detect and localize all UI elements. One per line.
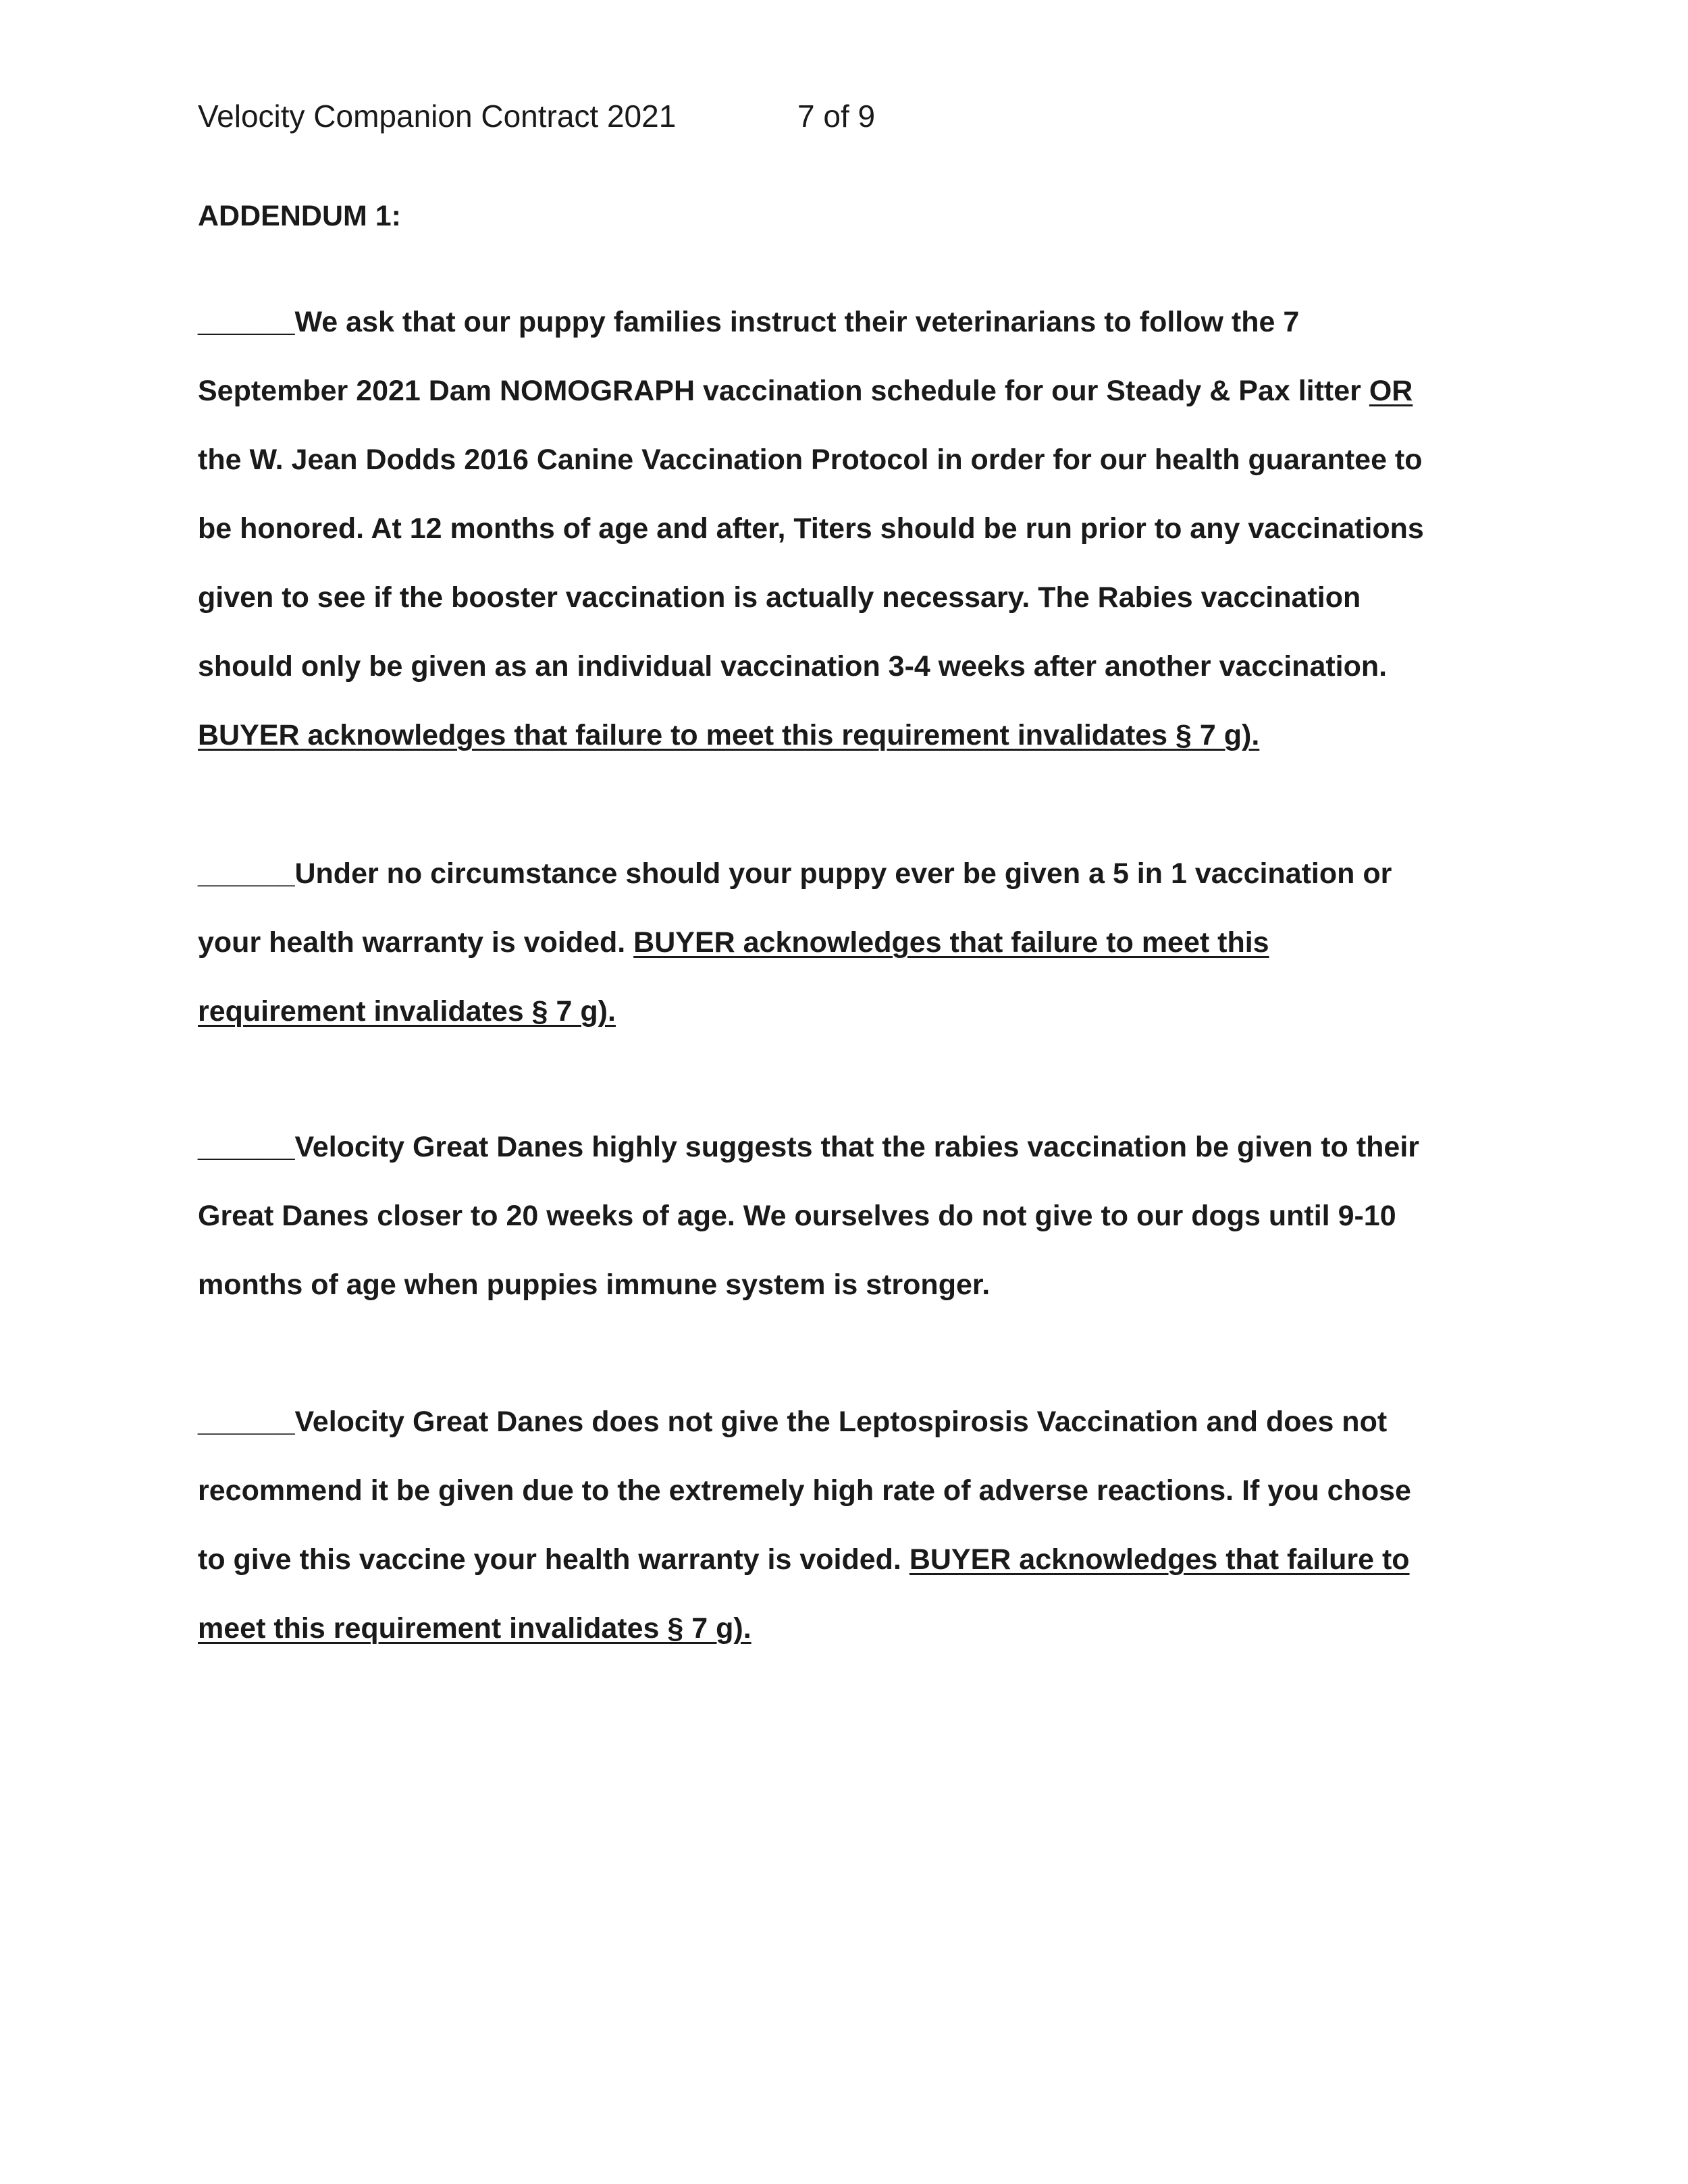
paragraph-five-in-one	[198, 839, 1514, 1046]
paragraph-line: be honored. At 12 months of age and after, Titers should be run prior to any vaccinations	[198, 512, 1424, 545]
or-emphasis: OR	[1369, 375, 1413, 407]
paragraph-line: ______Velocity Great Danes highly suggests that the rabies vaccination be given to their	[198, 1131, 1420, 1163]
paragraph-line: Great Danes closer to 20 weeks of age. We ourselves do not give to our dogs until 9-10	[198, 1200, 1396, 1232]
paragraph-leptospirosis	[198, 1387, 1514, 1663]
paragraph-line-text: your health warranty is voided.	[198, 926, 634, 959]
document-title: Velocity Companion Contract 2021	[198, 99, 677, 134]
paragraph-line	[198, 1525, 1514, 1594]
page-header	[198, 96, 876, 136]
buyer-acknowledgement: BUYER acknowledges that failure to meet this requirement invalidates § 7 g).	[198, 719, 1260, 751]
page-number: 7 of 9	[797, 99, 876, 134]
paragraph-line: ______Velocity Great Danes does not give the Leptospirosis Vaccination and does not	[198, 1406, 1388, 1438]
addendum-heading: ADDENDUM 1:	[198, 200, 401, 232]
buyer-acknowledgement: meet this requirement invalidates § 7 g).	[198, 1612, 751, 1645]
paragraph-line: ______We ask that our puppy families instruct their veterinarians to follow the 7	[198, 306, 1300, 338]
paragraph-line	[198, 908, 1514, 977]
paragraph-line	[198, 356, 1514, 425]
paragraph-line: months of age when puppies immune system is stronger.	[198, 1269, 991, 1301]
paragraph-line: the W. Jean Dodds 2016 Canine Vaccination Protocol in order for our health guarantee to	[198, 444, 1423, 476]
paragraph-rabies	[198, 1113, 1514, 1319]
buyer-acknowledgement: BUYER acknowledges that failure to meet this	[633, 926, 1269, 959]
paragraph-line-text: to give this vaccine your health warranty is voided.	[198, 1543, 909, 1576]
buyer-acknowledgement: requirement invalidates § 7 g).	[198, 995, 616, 1028]
paragraph-vaccination-schedule	[198, 288, 1514, 770]
buyer-acknowledgement: BUYER acknowledges that failure to	[909, 1543, 1410, 1576]
paragraph-line-text: September 2021 Dam NOMOGRAPH vaccination schedule for our Steady & Pax litter	[198, 375, 1369, 407]
paragraph-line: given to see if the booster vaccination is actually necessary. The Rabies vaccination	[198, 581, 1361, 614]
paragraph-line: should only be given as an individual vaccination 3-4 weeks after another vaccination.	[198, 650, 1388, 683]
paragraph-line: ______Under no circumstance should your puppy ever be given a 5 in 1 vaccination or	[198, 857, 1392, 890]
paragraph-line: recommend it be given due to the extremely high rate of adverse reactions. If you chose	[198, 1474, 1411, 1507]
